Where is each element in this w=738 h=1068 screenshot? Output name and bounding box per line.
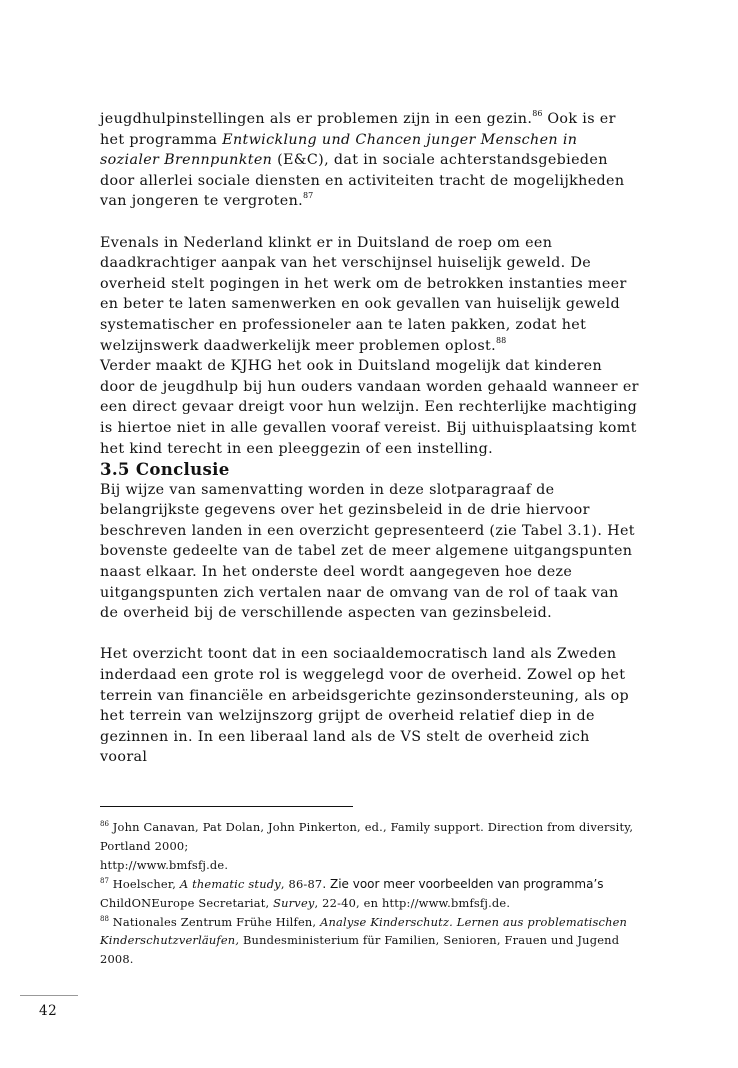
footnote-text: . Zie voor meer voorbeelden van programma’s: [322, 876, 604, 891]
footnote-88: [100, 913, 645, 970]
footnote-text: , 86-87: [280, 876, 323, 891]
page-number: 42: [39, 1003, 58, 1019]
footnote-text: ChildONEurope Secretariat,: [100, 895, 274, 910]
footnote-number: 87: [100, 876, 109, 885]
footnote-link[interactable]: http://www.bmfsfj.de.: [100, 857, 229, 872]
paragraph-text: Evenals in Nederland klinkt er in Duitsland de roep om een daadkrachtiger aanpak van het verschijnsel huiselijk geweld. De overheid stelt pogingen in het werk om de betrokken instanties meer en beter te laten samenwerken en ook gevallen van huiselijk geweld systematischer en professioneler aan te laten pakken, zodat het welzijnswerk daadwerkelijk meer problemen oplost.: [100, 234, 627, 354]
body-text: [100, 109, 640, 768]
footnote-title: Survey: [273, 895, 315, 910]
paragraph-kjhg: Verder maakt de KJHG het ook in Duitsland mogelijk dat kinderen door de jeugdhulp bij hun ouders vandaan worden gehaald wanneer er een direct gevaar dreigt voor hun welzijn. Een rechterlijke machtiging is hiertoe niet in alle gevallen vooraf vereist. Bij uithuisplaatsing komt het kind terecht in een pleeggezin of een instelling.: [100, 358, 639, 457]
footnote-ref-88[interactable]: 88: [496, 335, 507, 345]
paragraph-text: Ook is er het programma: [100, 111, 616, 148]
section-heading: 3.5 Conclusie: [100, 459, 230, 480]
footnote-text: Nationales Zentrum Frühe Hilfen,: [108, 914, 321, 929]
paragraph-domestic-violence: [100, 233, 640, 357]
footnote-text: Hoelscher,: [108, 876, 180, 891]
footnote-title: Analyse Kinderschutz. Lernen aus problematischen Kinderschutzverläufen,: [100, 914, 628, 948]
paragraph-text: (E&C), dat in sociale achterstandsgebieden door allerlei sociale diensten en activiteiten tracht de mogelijkheden van jongeren te vergroten.: [100, 152, 625, 210]
page-number-divider: [20, 995, 78, 996]
footnote-text: Bundesministerium für Familien, Senioren, Frauen und Jugend 2008.: [100, 933, 620, 967]
footnote-number: 86: [100, 820, 109, 828]
footnote-title: A thematic study: [179, 876, 281, 891]
footnote-ref-87[interactable]: 87: [303, 191, 314, 201]
footnote-text: , 22-40, en http://www.bmfsfj.de.: [314, 895, 511, 910]
footnote-86: [100, 818, 645, 875]
footnote-divider: [100, 806, 353, 807]
paragraph-overview: Het overzicht toont dat in een sociaaldemocratisch land als Zweden inderdaad een grote rol is weggelegd voor de overheid. Zowel op het terrein van financiële en arbeidsgerichte gezinsondersteuning, als op het terrein van welzijnszorg grijpt de overheid relatief diep in de gezinnen in. In een liberaal land als de VS stelt de overheid zich vooral: [100, 646, 630, 766]
footnote-87: [100, 875, 645, 913]
footnotes: [100, 818, 645, 969]
footnote-ref-86[interactable]: 86: [532, 109, 543, 118]
programme-title: Entwicklung und Chancen junger Menschen in sozialer Brennpunkten: [100, 131, 578, 169]
paragraph-programmes: [100, 109, 640, 212]
footnote-number: 88: [100, 914, 109, 923]
paragraph-text: jeugdhulpinstellingen als er problemen zijn in een gezin.: [100, 111, 533, 127]
footnote-text: John Canavan, Pat Dolan, John Pinkerton, ed., Family support. Direction from diversity, Portland 2000;: [100, 820, 634, 853]
paragraph-summary: Bij wijze van samenvatting worden in deze slotparagraaf de belangrijkste gegevens over het gezinsbeleid in de drie hiervoor beschreven landen in een overzicht gepresenteerd (zie Tabel 3.1). Het bovenste gedeelte van de tabel zet de meer algemene uitgangspunten naast elkaar. In het onderste deel wordt aangegeven hoe deze uitgangspunten zich vertalen naar de omvang van de rol of taak van de overheid bij de verschillende aspecten van gezinsbeleid.: [100, 481, 635, 622]
